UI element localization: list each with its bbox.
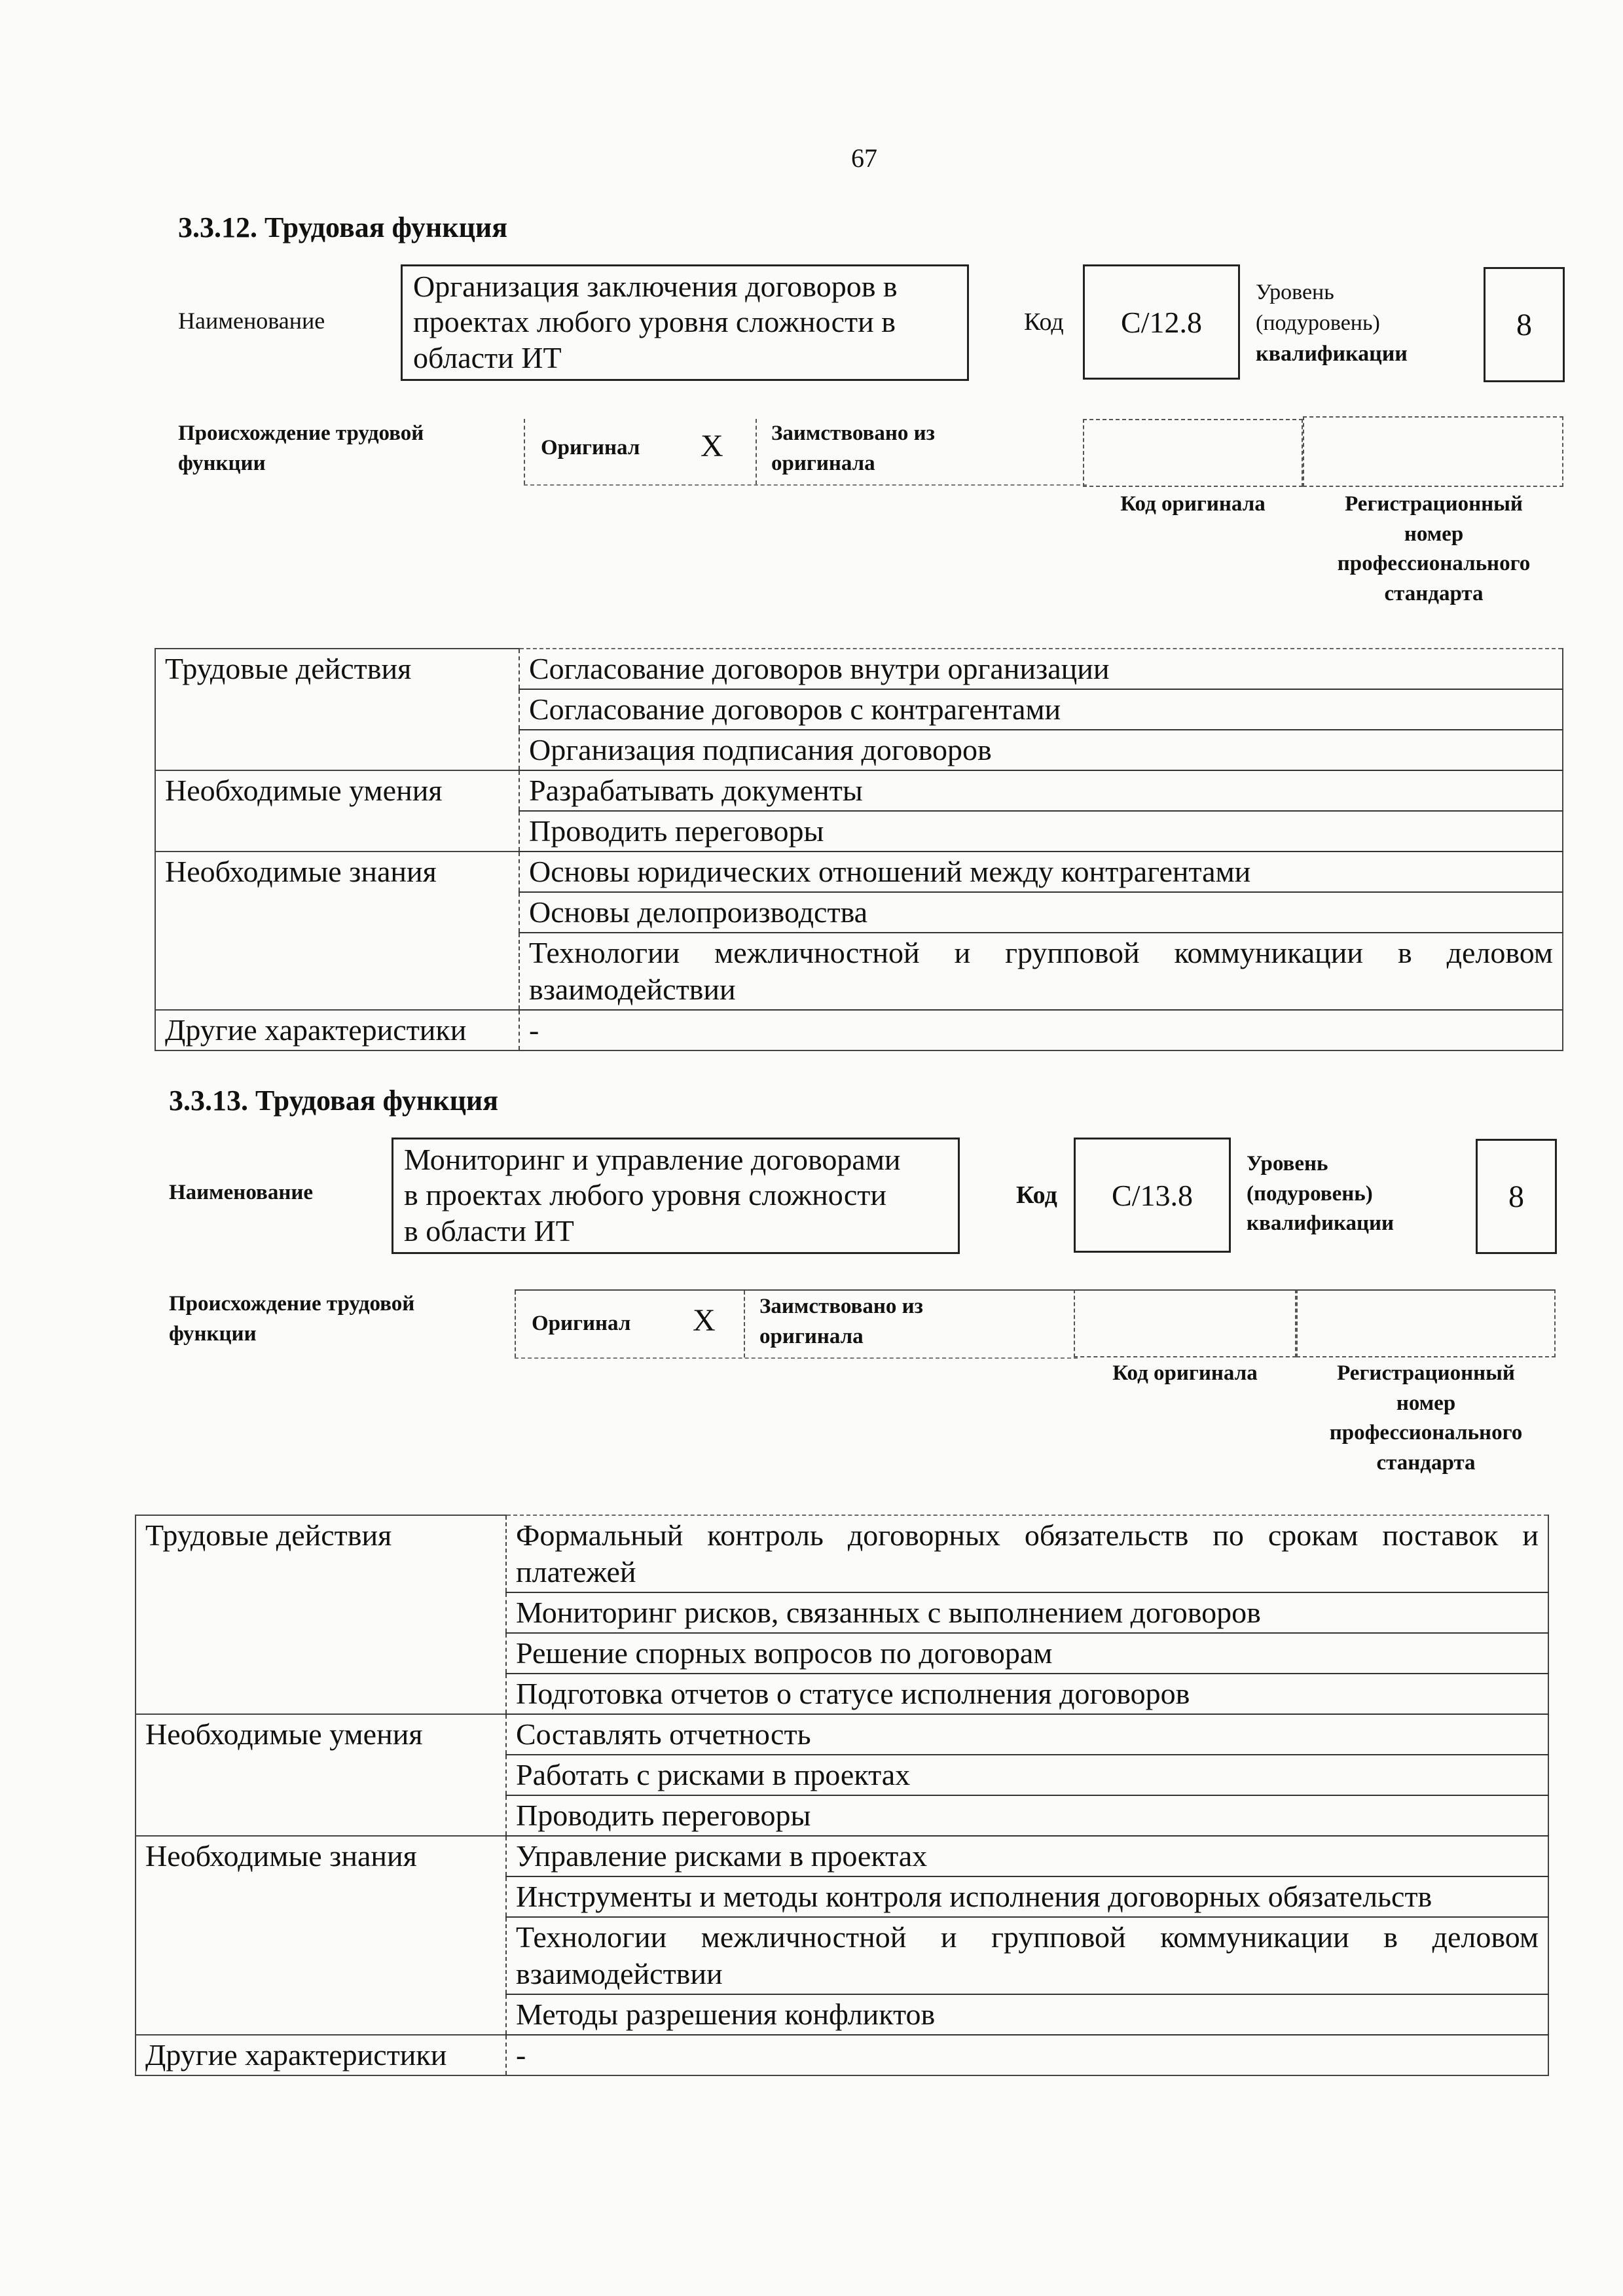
item-cell: Основы делопроизводства (519, 892, 1563, 933)
item-cell: Формальный контроль договорных обязательств по срокам поставок и платежей (506, 1515, 1548, 1592)
section-title: 3.3.12. Трудовая функция (178, 211, 508, 243)
borrowed-label-line: оригинала (771, 451, 875, 475)
level-label-line: Уровень (1247, 1152, 1328, 1175)
reg-number-box (1303, 416, 1563, 487)
origin-label (169, 1289, 414, 1349)
origin-label-line: функции (169, 1321, 257, 1346)
page-number: 67 (851, 143, 877, 173)
reg-number-label (1295, 1359, 1557, 1478)
level-value: 8 (1484, 267, 1565, 382)
original-code-box (1083, 419, 1303, 487)
reg-number-label-line: Регистрационный (1337, 1361, 1515, 1385)
original-mark: X (693, 1303, 716, 1338)
borrowed-label-line: оригинала (759, 1324, 864, 1348)
borrowed-label-line: Заимствовано из (771, 422, 935, 445)
item-cell: Решение спорных вопросов по договорам (506, 1633, 1548, 1674)
level-label (1256, 278, 1408, 370)
reg-number-label-line: профессионального (1337, 552, 1531, 576)
reg-number-label-line: стандарта (1376, 1450, 1476, 1475)
category-cell: Трудовые действия (155, 649, 519, 770)
level-label-line: квалификации (1247, 1211, 1395, 1236)
original-label: Оригинал (541, 436, 640, 459)
reg-number-label-line: профессионального (1329, 1421, 1523, 1445)
borrowed-label (771, 419, 935, 478)
table-row (136, 2035, 1548, 2075)
reg-number-label-line: номер (1396, 1391, 1456, 1415)
name-label: Наименование (178, 308, 325, 334)
item-cell: - (519, 1010, 1563, 1050)
category-cell: Другие характеристики (136, 2035, 506, 2075)
item-cell: Проводить переговоры (506, 1795, 1548, 1836)
table-row (155, 852, 1563, 892)
category-cell: Необходимые знания (155, 852, 519, 1010)
code-value: C/12.8 (1083, 264, 1240, 380)
function-name-line: в области ИТ (404, 1213, 574, 1247)
table-row (136, 1515, 1548, 1592)
origin-label-line: функции (178, 451, 266, 475)
reg-number-label-line: номер (1404, 522, 1464, 546)
original-cell (524, 419, 757, 484)
origin-label-line: Происхождение трудовой (169, 1292, 415, 1316)
level-value: 8 (1476, 1139, 1557, 1254)
code-label: Код (1016, 1181, 1057, 1209)
function-name-box (401, 264, 969, 381)
table-row (155, 1010, 1563, 1050)
item-cell: Составлять отчетность (506, 1714, 1548, 1755)
item-cell: Управление рисками в проектах (506, 1836, 1548, 1876)
category-cell: Необходимые умения (155, 770, 519, 852)
category-cell: Необходимые умения (136, 1714, 506, 1836)
table-row (155, 770, 1563, 811)
function-name-line: области ИТ (413, 340, 562, 374)
borrowed-label-line: Заимствовано из (759, 1295, 923, 1318)
level-label-line: (подуровень) (1256, 310, 1380, 335)
item-cell: Разрабатывать документы (519, 770, 1563, 811)
table-row (155, 649, 1563, 689)
original-mark: X (701, 429, 723, 463)
function-name-line: проектах любого уровня сложности в (413, 305, 896, 339)
item-cell: Методы разрешения конфликтов (506, 1994, 1548, 2035)
origin-label (178, 419, 424, 478)
table-row (136, 1714, 1548, 1755)
item-cell: Организация подписания договоров (519, 730, 1563, 770)
function-name-box (392, 1138, 960, 1254)
section-title: 3.3.13. Трудовая функция (169, 1085, 499, 1117)
reg-number-label-line: стандарта (1384, 581, 1484, 605)
item-cell: Мониторинг рисков, связанных с выполнением договоров (506, 1592, 1548, 1633)
function-name-line: Мониторинг и управление договорами (404, 1143, 901, 1176)
original-cell (515, 1291, 745, 1357)
item-cell: Подготовка отчетов о статусе исполнения договоров (506, 1674, 1548, 1714)
original-label: Оригинал (532, 1312, 631, 1335)
characteristics-table (135, 1515, 1549, 2076)
table-row (136, 1836, 1548, 1876)
function-name-line: Организация заключения договоров в (413, 270, 898, 303)
borrowed-label (759, 1292, 923, 1352)
category-cell: Необходимые знания (136, 1836, 506, 2035)
characteristics-table (155, 648, 1563, 1051)
level-label-line: квалификации (1256, 341, 1408, 366)
item-cell: Согласование договоров с контрагентами (519, 689, 1563, 730)
item-cell: Основы юридических отношений между контрагентами (519, 852, 1563, 892)
reg-number-label (1303, 490, 1565, 609)
level-label (1247, 1149, 1394, 1239)
reg-number-label-line: Регистрационный (1345, 492, 1523, 516)
origin-row (515, 1289, 1078, 1359)
origin-label-line: Происхождение трудовой (178, 422, 424, 445)
category-cell: Трудовые действия (136, 1515, 506, 1714)
item-cell: Инструменты и методы контроля исполнения договорных обязательств (506, 1876, 1548, 1917)
level-label-line: (подуровень) (1247, 1181, 1373, 1206)
original-code-box (1074, 1289, 1296, 1357)
borrowed-cell (745, 1291, 1075, 1357)
name-label: Наименование (169, 1181, 313, 1204)
function-name-line: в проектах любого уровня сложности (404, 1178, 886, 1212)
borrowed-cell (757, 419, 1084, 484)
item-cell: Работать с рисками в проектах (506, 1755, 1548, 1795)
code-label: Код (1024, 308, 1064, 336)
code-original-label: Код оригинала (1120, 492, 1266, 516)
category-cell: Другие характеристики (155, 1010, 519, 1050)
item-cell: Согласование договоров внутри организации (519, 649, 1563, 689)
item-cell: Технологии межличностной и групповой коммуникации в деловом взаимодействии (519, 933, 1563, 1010)
level-label-line: Уровень (1256, 280, 1334, 304)
origin-row (524, 419, 1087, 486)
item-cell: Проводить переговоры (519, 811, 1563, 852)
reg-number-box (1296, 1289, 1556, 1357)
code-original-label: Код оригинала (1112, 1361, 1258, 1385)
item-cell: Технологии межличностной и групповой коммуникации в деловом взаимодействии (506, 1917, 1548, 1994)
code-value: C/13.8 (1074, 1138, 1231, 1253)
item-cell: - (506, 2035, 1548, 2075)
